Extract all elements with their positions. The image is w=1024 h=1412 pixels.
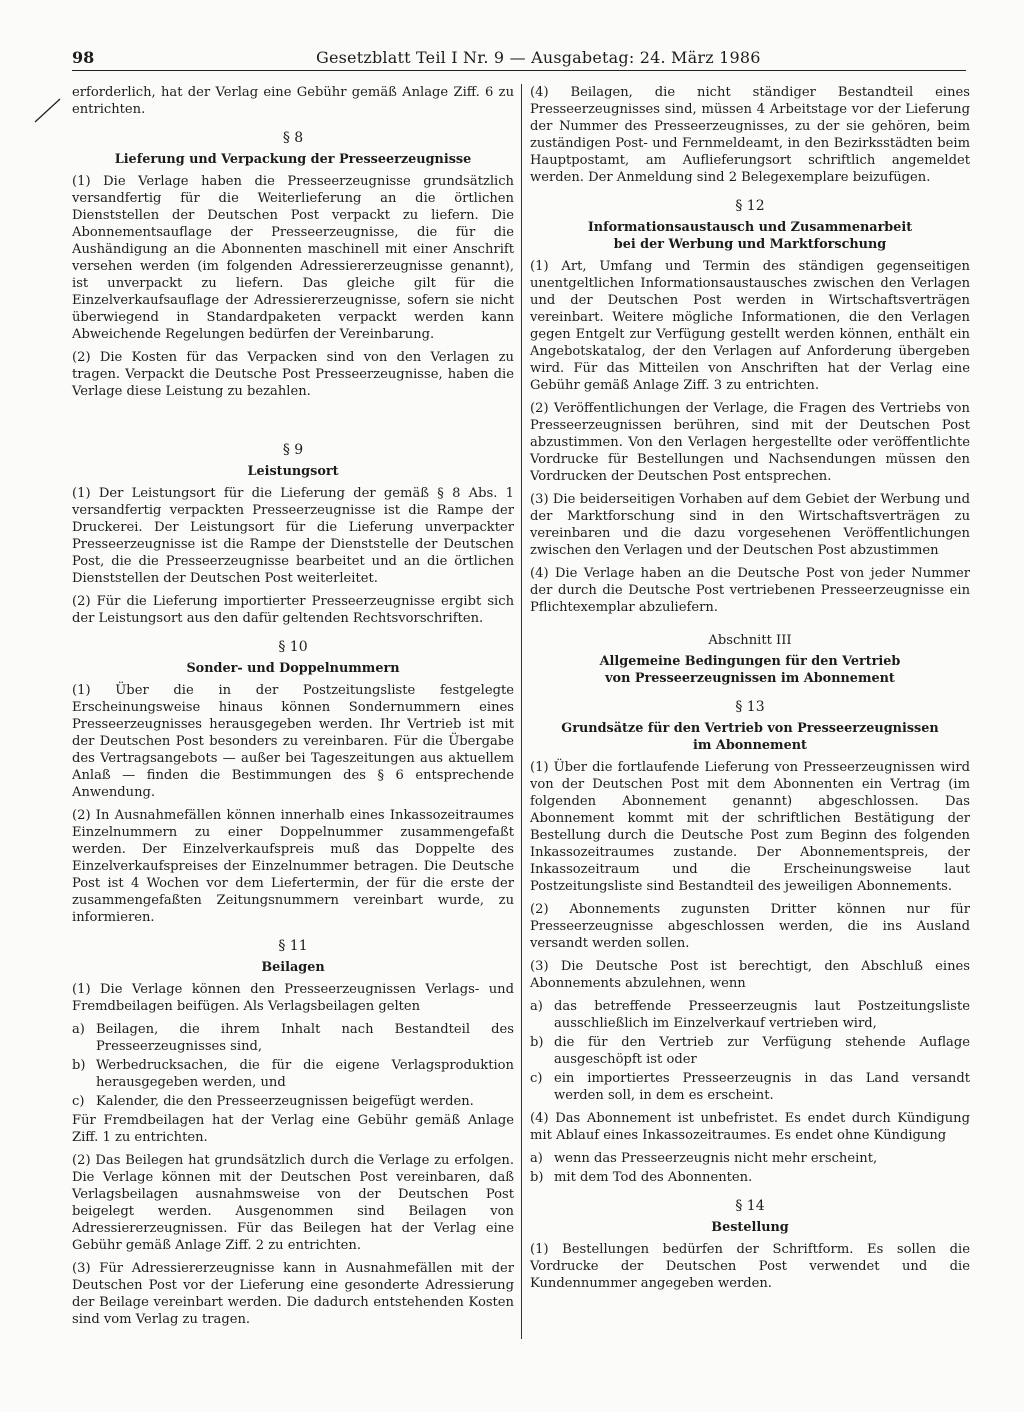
list-item-label: c)	[530, 1071, 543, 1086]
section-13-paragraph-2: (2) Abonnements zugunsten Dritter können nur für Presseerzeugnisse abgeschlossen werden, die ins Ausland versandt werden sollen.	[530, 902, 970, 951]
list-item-text: wenn das Presseerzeugnis nicht mehr erscheint,	[554, 1151, 878, 1166]
section-9-paragraph-1: (1) Der Leistungsort für die Lieferung der gemäß § 8 Abs. 1 versandfertig verpackten Presseerzeugnisse ist die Rampe der Druckerei. Der Leistungsort für die Lieferung unverpackter Presseerzeugnisse ist die Rampe der Dienststelle der Deutschen Post, die die Presseerzeugnisse bearbeitet und an die örtlichen Dienststellen der Deutschen Post weiterleitet.	[72, 486, 514, 586]
section-11-paragraph-4: (4) Beilagen, die nicht ständiger Bestandteil eines Presseerzeugnisses sind, müssen 4 Arbeitstage vor der Lieferung der Nummer des Presseerzeugnisses, zu der sie gehören, beim zuständigen Post- und Fernmeldeamt, in den Bezirksstädten beim Hauptpostamt, am Auflieferungsort schriftlich angemeldet werden. Der Anmeldung sind 2 Belegexemplare beizufügen.	[530, 85, 970, 185]
list-item-text: das betreffende Presseerzeugnis laut Postzeitungsliste ausschließlich im Einzelverkauf vertrieben wird,	[554, 999, 970, 1031]
section-11-paragraph-1b: Für Fremdbeilagen hat der Verlag eine Gebühr gemäß Anlage Ziff. 1 zu entrichten.	[72, 1113, 514, 1145]
list-item-text: Beilagen, die ihrem Inhalt nach Bestandteil des Presseerzeugnisses sind,	[96, 1022, 514, 1054]
list-item-text: mit dem Tod des Abonnenten.	[554, 1170, 753, 1185]
section-8-paragraph-2: (2) Die Kosten für das Verpacken sind von den Verlagen zu tragen. Verpackt die Deutsche Post Presseerzeugnisse, haben die Verlage diese Leistung zu bezahlen.	[72, 350, 514, 399]
section-9-title: Leistungsort	[247, 464, 339, 479]
section-11-title: Beilagen	[261, 960, 325, 975]
right-column	[530, 84, 970, 1298]
section-14-number: § 14	[735, 1198, 765, 1214]
section-8-title: Lieferung und Verpackung der Presseerzeugnisse	[114, 152, 472, 167]
section-12-number: § 12	[735, 198, 765, 214]
list-item	[72, 1021, 514, 1055]
section-13-title-line-1: Grundsätze für den Vertrieb von Presseerzeugnissen	[561, 721, 939, 736]
section-13-number: § 13	[735, 699, 765, 715]
section-12-title-line-1: Informationsaustausch und Zusammenarbeit	[587, 220, 913, 235]
page-number: 98	[72, 48, 95, 67]
list-item-label: b)	[530, 1170, 544, 1185]
section-11-paragraph-1: (1) Die Verlage können den Presseerzeugnissen Verlags- und Fremdbeilagen beifügen. Als Verlagsbeilagen gelten	[72, 982, 514, 1014]
list-item-label: a)	[530, 1151, 543, 1166]
section-14-paragraph-1: (1) Bestellungen bedürfen der Schriftform. Es sollen die Vordrucke der Deutschen Post verwendet und die Kundennummer angegeben werden.	[530, 1242, 970, 1291]
margin-pen-mark	[33, 96, 63, 124]
list-item	[530, 1150, 970, 1167]
list-item-label: a)	[72, 1022, 85, 1037]
list-item-label: b)	[72, 1058, 86, 1073]
section-8-number: § 8	[282, 130, 304, 146]
section-13-paragraph-3: (3) Die Deutsche Post ist berechtigt, den Abschluß eines Abonnements abzulehnen, wenn	[530, 959, 970, 991]
continuation-paragraph: erforderlich, hat der Verlag eine Gebühr gemäß Anlage Ziff. 6 zu entrichten.	[72, 85, 514, 117]
page-header	[72, 44, 966, 71]
list-item	[530, 1169, 970, 1186]
section-10-paragraph-2: (2) In Ausnahmefällen können innerhalb eines Inkassozeitraumes Einzelnummern zu einer Doppelnummer zusammengefaßt werden. Der Einzelverkaufspreis muß das Doppelte des Einzelverkaufspreises der Einzelnummer betragen. Die Deutsche Post ist 4 Wochen vor dem Liefertermin, der für die erste der zusammengefaßten Zeitungsnummern vereinbart wurde, zu informieren.	[72, 808, 514, 925]
list-item-label: b)	[530, 1035, 544, 1050]
section-13-paragraph-1: (1) Über die fortlaufende Lieferung von Presseerzeugnissen wird von der Deutschen Post mit dem Abonnenten ein Vertrag (im folgenden Abonnement genannt) abgeschlossen. Das Abonnement kommt mit der schriftlichen Bestätigung der Bestellung durch die Deutsche Post zum Beginn des folgenden Inkassozeitraumes zustande. Der Abonnementspreis, der Inkassozeitraum und die Erscheinungsweise laut Postzeitungsliste sind Bestandteil des jeweiligen Abonnements.	[530, 760, 970, 894]
section-11-number: § 11	[278, 938, 308, 954]
list-item-text: ein importiertes Presseerzeugnis in das Land versandt werden soll, in dem es erscheint.	[554, 1071, 970, 1103]
section-10-number: § 10	[278, 639, 308, 655]
section-12-paragraph-3: (3) Die beiderseitigen Vorhaben auf dem Gebiet der Werbung und der Marktforschung sind in den Wirtschaftsverträgen zu vereinbaren und die dazu vorgesehenen Veröffentlichungen zwischen den Verlagen und der Deutschen Post abzustimmen	[530, 492, 970, 558]
section-11-paragraph-2: (2) Das Beilegen hat grundsätzlich durch die Verlage zu erfolgen. Die Verlage können mit der Deutschen Post vereinbaren, daß Verlagsbeilagen ausnahmsweise von der Deutschen Post beigelegt werden. Ausgenommen sind Beilagen von Adressiererzeugnissen. Für das Beilegen hat der Verlag eine Gebühr gemäß Anlage Ziff. 2 zu entrichten.	[72, 1153, 514, 1253]
part-title-line-1: Allgemeine Bedingungen für den Vertrieb	[599, 654, 901, 669]
section-14-title: Bestellung	[711, 1220, 789, 1235]
list-item	[530, 1034, 970, 1068]
section-13-paragraph-4: (4) Das Abonnement ist unbefristet. Es endet durch Kündigung mit Ablauf eines Inkassozeitraumes. Es endet ohne Kündigung	[530, 1111, 970, 1143]
list-item-text: die für den Vertrieb zur Verfügung stehende Auflage ausgeschöpft ist oder	[554, 1035, 970, 1067]
list-item	[72, 1093, 514, 1110]
section-12-title-line-2: bei der Werbung und Marktforschung	[613, 237, 887, 252]
section-12-paragraph-1: (1) Art, Umfang und Termin des ständigen gegenseitigen unentgeltlichen Informationsaustausches zwischen den Verlagen und der Deutschen Post werden in Wirtschaftsverträgen vereinbart. Weitere mögliche Informationen, die den Verlagen gegen Entgelt zur Verfügung gestellt werden können, enthält ein Angebotskatalog, der den Verlagen auf Anforderung übergeben wird. Für das Mitteilen von Anschriften hat der Verlag eine Gebühr gemäß Anlage Ziff. 3 zu entrichten.	[530, 259, 970, 393]
running-head: Gesetzblatt Teil I Nr. 9 — Ausgabetag: 24. März 1986	[316, 48, 761, 67]
left-column	[72, 84, 514, 1334]
section-10-title: Sonder- und Doppelnummern	[186, 661, 400, 676]
section-9-paragraph-2: (2) Für die Lieferung importierter Presseerzeugnisse ergibt sich der Leistungsort aus den dafür geltenden Rechtsvorschriften.	[72, 594, 514, 626]
part-heading: Abschnitt III	[708, 633, 792, 648]
list-item-label: a)	[530, 999, 543, 1014]
list-item	[72, 1057, 514, 1091]
section-8-paragraph-1: (1) Die Verlage haben die Presseerzeugnisse grundsätzlich versandfertig für die Weiterlieferung an die örtlichen Dienststellen der Deutschen Post verpackt zu liefern. Die Abonnementsauflage der Presseerzeugnisse, die für die Aushändigung an die Abonnenten maschinell mit einer Anschrift versehen werden (im folgenden Adressiererzeugnisse genannt), ist unverpackt zu liefern. Das gleiche gilt für die Einzelverkaufsauflage der Adressiererzeugnisse, sofern sie nicht überwiegend in Standardpaketen verpackt werden kann Abweichende Regelungen bedürfen der Vereinbarung.	[72, 174, 514, 342]
column-divider	[521, 84, 522, 1339]
list-item	[530, 1070, 970, 1104]
section-12-paragraph-2: (2) Veröffentlichungen der Verlage, die Fragen des Vertriebs von Presseerzeugnissen berühren, sind mit der Deutschen Post abzustimmen. Von den Verlagen hergestellte oder veröffentlichte Vordrucke für Bestellungen und Nachsendungen müssen den Vordrucken der Deutschen Post entsprechen.	[530, 401, 970, 484]
list-item-label: c)	[72, 1094, 85, 1109]
part-title-line-2: von Presseerzeugnissen im Abonnement	[605, 671, 895, 686]
section-11-paragraph-3: (3) Für Adressiererzeugnisse kann in Ausnahmefällen mit der Deutschen Post vor der Lieferung eine gesonderte Adressierung der Beilage vereinbart werden. Die dadurch entstehenden Kosten sind vom Verlag zu tragen.	[72, 1261, 514, 1327]
list-item	[530, 998, 970, 1032]
section-13-title-line-2: im Abonnement	[693, 738, 807, 753]
section-12-paragraph-4: (4) Die Verlage haben an die Deutsche Post von jeder Nummer der durch die Deutsche Post vertriebenen Presseerzeugnisse ein Pflichtexemplar abzuliefern.	[530, 566, 970, 615]
list-item-text: Werbedrucksachen, die für die eigene Verlagsproduktion herausgegeben werden, und	[96, 1058, 514, 1090]
section-10-paragraph-1: (1) Über die in der Postzeitungsliste festgelegte Erscheinungsweise hinaus können Sondernummern eines Presseerzeugnisses herausgegeben werden. Ihr Vertrieb ist mit der Deutschen Post besonders zu vereinbaren. Für die Übergabe des Vertragsangebots — außer bei Tageszeitungen aus aktuellem Anlaß — finden die Bestimmungen des § 6 entsprechende Anwendung.	[72, 683, 514, 800]
list-item-text: Kalender, die den Presseerzeugnissen beigefügt werden.	[96, 1094, 474, 1109]
section-9-number: § 9	[282, 442, 304, 458]
